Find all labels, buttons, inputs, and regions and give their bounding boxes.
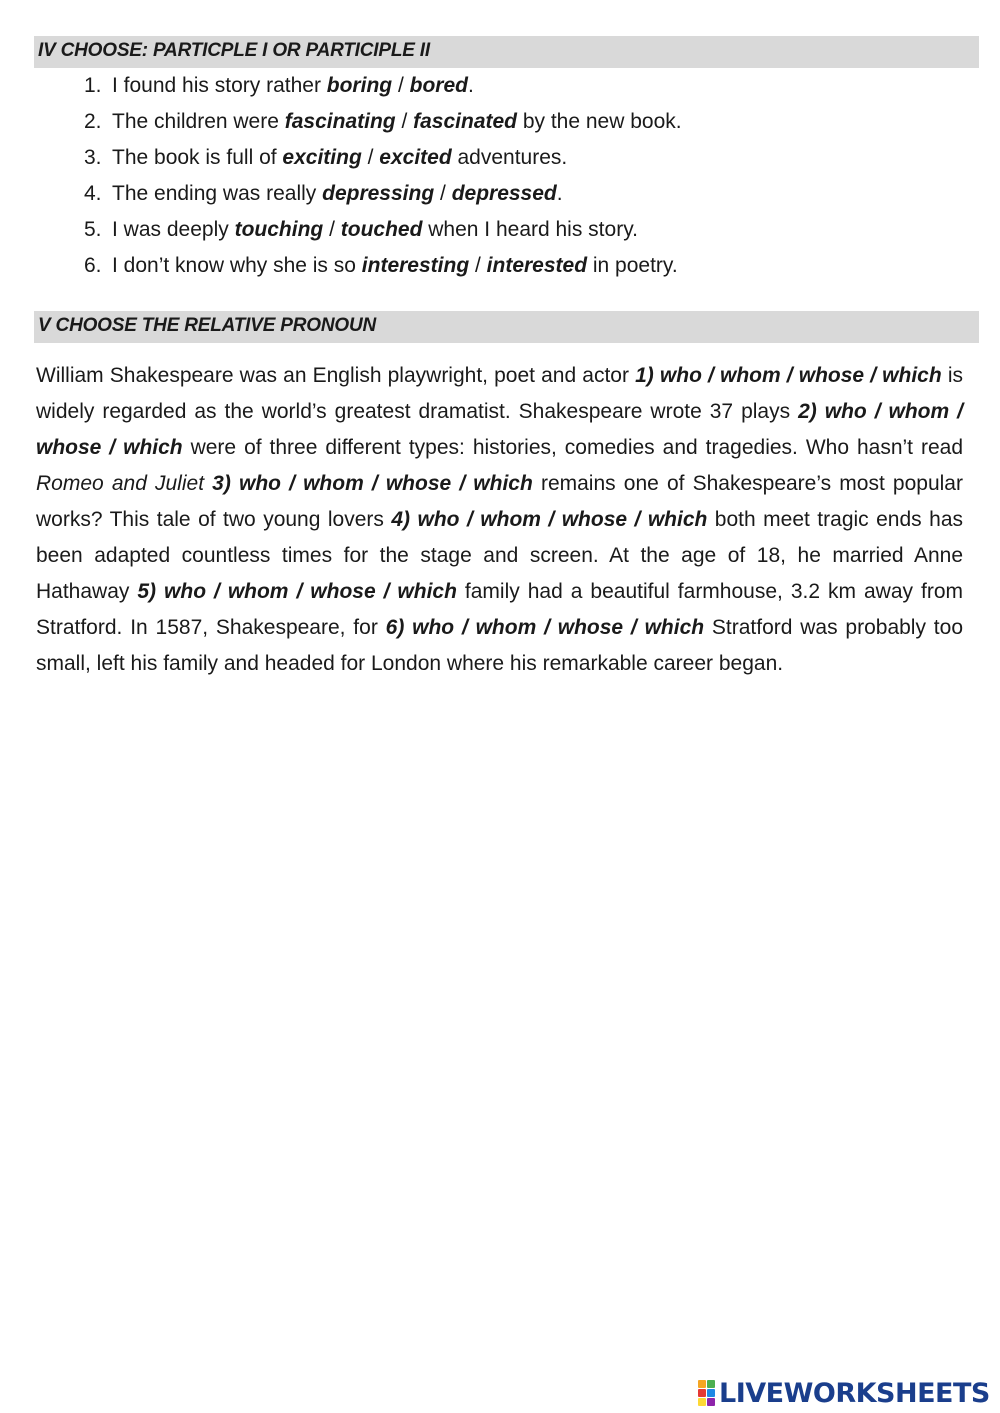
option-separator: / bbox=[395, 110, 414, 133]
item-text: The ending was really bbox=[112, 182, 323, 205]
section-4-title: IV CHOOSE: PARTICPLE I OR PARTICIPLE II bbox=[34, 36, 979, 68]
item-number: 5. bbox=[84, 218, 102, 241]
item-text-end: in poetry. bbox=[587, 254, 678, 277]
item-text-end: by the new book. bbox=[517, 110, 682, 133]
pronoun-choice-3[interactable]: 3) who / whom / whose / which bbox=[212, 472, 533, 495]
shakespeare-passage bbox=[36, 358, 963, 682]
option-participle-2[interactable]: fascinated bbox=[413, 110, 517, 133]
option-separator: / bbox=[434, 182, 452, 205]
logo-tile bbox=[698, 1380, 706, 1388]
logo-tile bbox=[698, 1398, 706, 1406]
item-text: I don’t know why she is so bbox=[112, 254, 362, 277]
section-5-title: V CHOOSE THE RELATIVE PRONOUN bbox=[34, 311, 979, 343]
passage-text: both meet tragic ends has been adapted countless times for the stage and screen. At the age of 18, he married Anne Hathaway bbox=[36, 508, 963, 603]
option-participle-2[interactable]: excited bbox=[379, 146, 452, 169]
passage-text: Stratford was probably too small, left his family and headed for London where his remarkable career began. bbox=[36, 616, 963, 675]
option-participle-1[interactable]: fascinating bbox=[284, 110, 396, 133]
pronoun-choice-6[interactable]: 6) who / whom / whose / which bbox=[385, 616, 705, 639]
item-text: The book is full of bbox=[112, 146, 283, 169]
option-participle-1[interactable]: touching bbox=[234, 218, 324, 241]
option-participle-2[interactable]: bored bbox=[409, 74, 468, 97]
exercise-item bbox=[84, 248, 682, 284]
item-text-end: . bbox=[467, 74, 474, 97]
pronoun-choice-5[interactable]: 5) who / whom / whose / which bbox=[137, 580, 457, 603]
option-separator: / bbox=[469, 254, 487, 277]
pronoun-choice-2[interactable]: 2) who / whom / whose / which bbox=[36, 400, 963, 459]
item-text: The children were bbox=[112, 110, 285, 133]
participle-exercise-list bbox=[84, 68, 682, 284]
exercise-item bbox=[84, 176, 682, 212]
logo-tile bbox=[698, 1389, 706, 1397]
logo-text: LIVEWORKSHEETS bbox=[719, 1377, 990, 1409]
item-number: 1. bbox=[84, 74, 102, 97]
passage-text: family had a beautiful farmhouse, 3.2 km away from Stratford. In 1587, Shakespeare, for bbox=[36, 580, 963, 639]
logo-tile bbox=[707, 1389, 715, 1397]
passage-text bbox=[204, 472, 212, 495]
option-participle-1[interactable]: exciting bbox=[282, 146, 362, 169]
option-participle-2[interactable]: depressed bbox=[451, 182, 557, 205]
exercise-item bbox=[84, 104, 682, 140]
option-separator: / bbox=[392, 74, 410, 97]
item-text: I found his story rather bbox=[112, 74, 327, 97]
passage-text: is widely regarded as the world’s greatest dramatist. Shakespeare wrote 37 plays bbox=[36, 364, 963, 423]
option-participle-1[interactable]: interesting bbox=[361, 254, 470, 277]
item-text-end: when I heard his story. bbox=[422, 218, 638, 241]
exercise-item bbox=[84, 212, 682, 248]
passage-text: were of three different types: histories, comedies and tragedies. Who hasn’t read bbox=[182, 436, 964, 459]
option-separator: / bbox=[323, 218, 341, 241]
logo-tile bbox=[707, 1398, 715, 1406]
option-participle-1[interactable]: boring bbox=[326, 74, 393, 97]
exercise-item bbox=[84, 140, 682, 176]
option-separator: / bbox=[361, 146, 380, 169]
play-title: Romeo and Juliet bbox=[36, 472, 205, 495]
item-number: 3. bbox=[84, 146, 102, 169]
item-text-end: . bbox=[556, 182, 563, 205]
pronoun-choice-4[interactable]: 4) who / whom / whose / which bbox=[391, 508, 708, 531]
item-number: 6. bbox=[84, 254, 102, 277]
passage-text: remains one of Shakespeare’s most popular works? This tale of two young lovers bbox=[36, 472, 963, 531]
item-text: I was deeply bbox=[112, 218, 235, 241]
passage-text: William Shakespeare was an English playwright, poet and actor bbox=[36, 364, 636, 387]
liveworksheets-logo bbox=[698, 1378, 990, 1408]
option-participle-2[interactable]: touched bbox=[340, 218, 423, 241]
option-participle-1[interactable]: depressing bbox=[322, 182, 435, 205]
item-text-end: adventures. bbox=[451, 146, 568, 169]
logo-tile bbox=[707, 1380, 715, 1388]
item-number: 4. bbox=[84, 182, 102, 205]
exercise-item bbox=[84, 68, 682, 104]
logo-mark-icon bbox=[698, 1380, 715, 1406]
item-number: 2. bbox=[84, 110, 102, 133]
option-participle-2[interactable]: interested bbox=[486, 254, 588, 277]
pronoun-choice-1[interactable]: 1) who / whom / whose / which bbox=[635, 364, 942, 387]
